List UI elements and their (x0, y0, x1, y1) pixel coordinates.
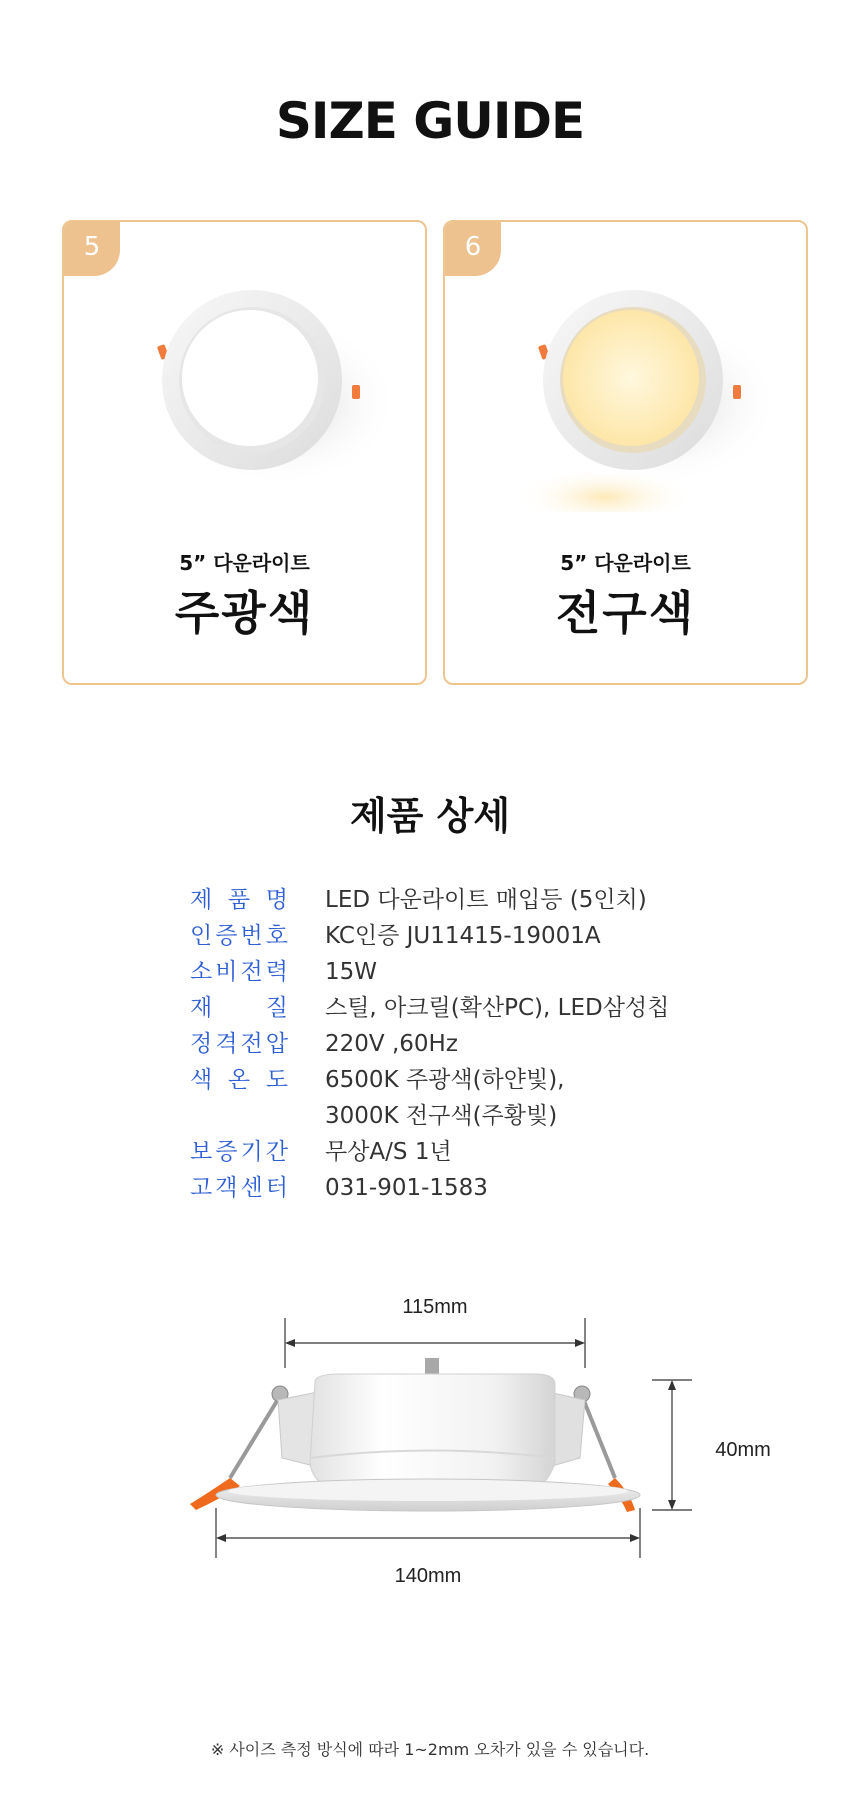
footnote: ※ 사이즈 측정 방식에 따라 1~2mm 오차가 있을 수 있습니다. (210, 1740, 650, 1759)
spec-label: 인 증 번 호 (190, 923, 288, 949)
spec-row (190, 1170, 750, 1206)
card-color-name: 주광색 (174, 586, 315, 640)
product-card-warm (443, 220, 808, 685)
spec-table (190, 882, 750, 1206)
dimension-diagram (160, 1288, 840, 1628)
spec-label: 재 질 (190, 995, 288, 1021)
card-color-name: 전구색 (555, 586, 696, 640)
downlight-image (485, 272, 775, 512)
spec-value: LED 다운라이트 매입등 (5인치) (325, 887, 647, 913)
spec-row (190, 1134, 750, 1170)
card-number-badge: 6 (445, 222, 501, 276)
spec-value: 스틸, 아크릴(확산PC), LED삼성칩 (325, 995, 670, 1021)
spec-row (190, 882, 750, 918)
card-subtitle: 5” 다운라이트 (179, 551, 310, 575)
spec-value: 15W (325, 959, 378, 985)
spec-label: 정 격 전 압 (190, 1031, 288, 1057)
light-panel (563, 310, 699, 446)
card-subtitle: 5” 다운라이트 (560, 551, 691, 575)
page-title: SIZE GUIDE (275, 92, 585, 150)
product-card-daylight (62, 220, 427, 685)
spec-value: KC인증 JU11415-19001A (325, 923, 601, 949)
spec-row (190, 1026, 750, 1062)
spec-value: 220V ,60Hz (325, 1031, 458, 1057)
width-top-label: 115mm (402, 1296, 468, 1318)
spec-row (190, 990, 750, 1026)
spec-label: 보 증 기 간 (190, 1139, 288, 1165)
spec-label: 고 객 센 터 (190, 1175, 288, 1201)
spec-label: 소 비 전 력 (190, 959, 288, 985)
spec-value: 031-901-1583 (325, 1175, 488, 1201)
width-bottom-label: 140mm (394, 1565, 462, 1587)
spec-label: 제 품 명 (190, 887, 288, 913)
downlight-image (104, 272, 394, 512)
spec-value: 6500K 주광색(하얀빛), 3000K 전구색(주황빛) (325, 1067, 565, 1129)
card-number-badge: 5 (64, 222, 120, 276)
height-label: 40mm (715, 1439, 771, 1461)
spec-value: 무상A/S 1년 (325, 1139, 452, 1165)
light-panel (182, 310, 318, 446)
spec-row (190, 954, 750, 990)
spec-row (190, 1062, 750, 1134)
spec-label: 색 온 도 (190, 1067, 288, 1093)
spec-row (190, 918, 750, 954)
details-title: 제품 상세 (349, 794, 511, 838)
